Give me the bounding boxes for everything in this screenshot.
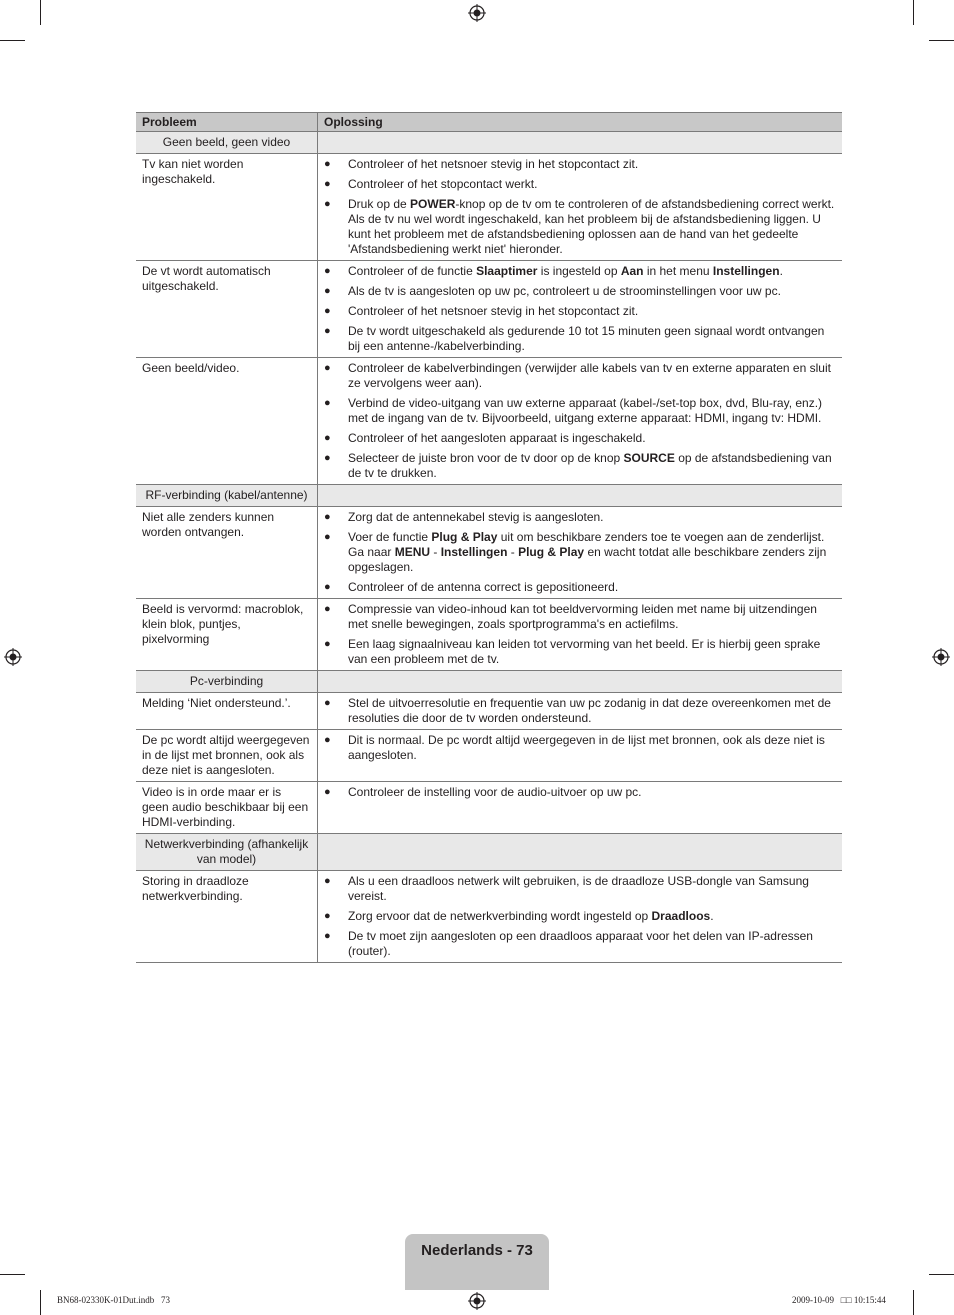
problem-text: Niet alle zenders kunnen worden ontvangen. — [142, 510, 275, 539]
section-title-text: Geen beeld, geen video — [162, 135, 291, 149]
section-filler — [318, 834, 843, 871]
bullet-icon: ● — [324, 697, 331, 709]
solution-text: Zorg dat de antennekabel stevig is aangesloten. — [348, 510, 604, 524]
solution-text: Zorg ervoor dat de netwerkverbinding wordt ingesteld op — [348, 909, 652, 923]
solution-keyword: Plug & Play — [518, 545, 585, 559]
crop-mark — [0, 1274, 25, 1275]
solution-item — [318, 284, 836, 299]
problem-cell — [136, 599, 318, 671]
bullet-icon: ● — [324, 531, 331, 543]
section-title-text: RF-verbinding (kabel/antenne) — [145, 488, 308, 502]
problem-cell — [136, 261, 318, 358]
solution-cell — [318, 693, 843, 730]
solution-text: en wacht totdat alle beschikbare zenders zijn opgeslagen. — [348, 545, 827, 574]
solution-item — [318, 530, 836, 575]
bullet-icon: ● — [324, 325, 331, 337]
solution-cell — [318, 782, 843, 834]
problem-cell — [136, 154, 318, 261]
solution-text: uit om beschikbare zenders toe te voegen aan de zenderlijst. Ga naar — [348, 530, 825, 559]
solution-text: Verbind de video-uitgang van uw externe apparaat (kabel-/set-top box, dvd, Blu-ray, enz.) met de ingang van de tv. Bijvoorbeeld, uitgang externe apparaat: HDMI, ingang tv: HDMI. — [348, 396, 823, 425]
section-row — [136, 132, 842, 154]
solution-keyword: Instellingen — [440, 545, 508, 559]
solution-item — [318, 361, 836, 391]
solution-item — [318, 929, 836, 959]
solution-text: Druk op de — [348, 197, 411, 211]
solution-list — [318, 730, 842, 766]
crop-mark — [929, 40, 954, 41]
crop-mark — [913, 0, 914, 25]
solution-item — [318, 431, 836, 446]
solution-text: Als de tv is aangesloten op uw pc, controleert u de stroominstellingen voor uw pc. — [348, 284, 781, 298]
solution-cell — [318, 599, 843, 671]
problem-text: Video is in orde maar er is geen audio beschikbaar bij een HDMI-verbinding. — [142, 785, 309, 829]
solution-keyword: Aan — [620, 264, 644, 278]
header-problem: Probleem — [136, 113, 318, 132]
solution-list — [318, 507, 842, 598]
bullet-icon: ● — [324, 432, 331, 444]
section-title — [136, 485, 318, 507]
bullet-icon: ● — [324, 786, 331, 798]
solution-text: Als u een draadloos netwerk wilt gebruiken, is de draadloze USB-dongle van Samsung vereist. — [348, 874, 809, 903]
solution-cell — [318, 154, 843, 261]
solution-item — [318, 177, 836, 192]
problem-text: Melding ‘Niet ondersteund.’. — [142, 696, 291, 710]
bullet-icon: ● — [324, 265, 331, 277]
bullet-icon: ● — [324, 511, 331, 523]
table-header-row — [136, 113, 842, 132]
section-filler — [318, 671, 843, 693]
solution-text: Selecteer de juiste bron voor de tv door op de knop — [348, 451, 624, 465]
solution-list — [318, 782, 842, 803]
registration-mark-icon — [4, 648, 22, 666]
page-label: Nederlands - 73 — [421, 1242, 533, 1259]
bullet-icon: ● — [324, 910, 331, 922]
solution-text: op de afstandsbediening van de tv te drukken. — [348, 451, 832, 480]
solution-keyword: Instellingen — [712, 264, 780, 278]
solution-text: Voer de functie — [348, 530, 432, 544]
solution-cell — [318, 507, 843, 599]
solution-item — [318, 324, 836, 354]
bullet-icon: ● — [324, 603, 331, 615]
section-filler — [318, 132, 843, 154]
problem-text: Storing in draadloze netwerkverbinding. — [142, 874, 249, 903]
page-number-tab — [405, 1234, 549, 1290]
solution-item — [318, 157, 836, 172]
bullet-icon: ● — [324, 875, 331, 887]
problem-cell — [136, 693, 318, 730]
bullet-icon: ● — [324, 362, 331, 374]
solution-item — [318, 874, 836, 904]
slug-left: BN68-02330K-01Dut.indb 73 — [57, 1295, 170, 1305]
solution-text: Een laag signaalniveau kan leiden tot vervorming van het beeld. Er is hierbij geen sprake van een probleem met de tv. — [348, 637, 821, 666]
problem-text: De pc wordt altijd weergegeven in de lijst met bronnen, ook als deze niet is aangesloten. — [142, 733, 310, 777]
bullet-icon: ● — [324, 638, 331, 650]
solution-text: Stel de uitvoerresolutie en frequentie van uw pc zodanig in dat deze overeenkomen met de resoluties die door de tv worden ondersteund. — [348, 696, 831, 725]
solution-keyword: Draadloos — [651, 909, 711, 923]
bullet-icon: ● — [324, 452, 331, 464]
problem-cell — [136, 730, 318, 782]
crop-mark — [0, 40, 25, 41]
section-title-text: Pc-verbinding — [189, 674, 264, 688]
crop-mark — [913, 1290, 914, 1315]
solution-item — [318, 396, 836, 426]
solution-keyword: Plug & Play — [431, 530, 498, 544]
solution-cell — [318, 730, 843, 782]
solution-list — [318, 261, 842, 357]
solution-text: Controleer of het netsnoer stevig in het stopcontact zit. — [348, 304, 639, 318]
table-row — [136, 261, 842, 358]
crop-mark — [929, 1274, 954, 1275]
problem-cell — [136, 507, 318, 599]
solution-item — [318, 696, 836, 726]
solution-keyword: MENU — [394, 545, 431, 559]
solution-text: - — [430, 545, 441, 559]
solution-text: Controleer of het netsnoer stevig in het stopcontact zit. — [348, 157, 639, 171]
section-row — [136, 671, 842, 693]
problem-cell — [136, 871, 318, 963]
solution-text: De tv moet zijn aangesloten op een draadloos apparaat voor het delen van IP-adressen (router). — [348, 929, 813, 958]
bullet-icon: ● — [324, 397, 331, 409]
table-row — [136, 871, 842, 963]
solution-text: . — [710, 909, 714, 923]
bullet-icon: ● — [324, 158, 331, 170]
section-title-text: Netwerkverbinding (afhankelijk van model) — [144, 837, 309, 866]
solution-text: Controleer of de functie — [348, 264, 477, 278]
solution-list — [318, 154, 842, 260]
problem-cell — [136, 358, 318, 485]
section-title — [136, 834, 318, 871]
problem-text: Beeld is vervormd: macroblok, klein blok, puntjes, pixelvorming — [142, 602, 304, 646]
solution-item — [318, 197, 836, 257]
bullet-icon: ● — [324, 305, 331, 317]
section-filler — [318, 485, 843, 507]
table-row — [136, 693, 842, 730]
solution-keyword: SOURCE — [623, 451, 675, 465]
crop-mark — [40, 1290, 41, 1315]
solution-text: De tv wordt uitgeschakeld als gedurende 10 tot 15 minuten geen signaal wordt ontvangen bij een antenne-/kabelverbinding. — [348, 324, 825, 353]
troubleshooting-table — [136, 112, 842, 963]
solution-text: Controleer de kabelverbindingen (verwijder alle kabels van tv en externe apparaten en sluit ze vervolgens weer aan). — [348, 361, 831, 390]
solution-text: is ingesteld op — [537, 264, 621, 278]
solution-list — [318, 599, 842, 670]
bullet-icon: ● — [324, 581, 331, 593]
solution-text: Controleer of het aangesloten apparaat is ingeschakeld. — [348, 431, 646, 445]
solution-list — [318, 358, 842, 484]
problem-text: Geen beeld/video. — [142, 361, 240, 375]
header-solution: Oplossing — [318, 113, 843, 132]
solution-text: -knop op de tv om te controleren of de afstandsbediening correct werkt. Als de tv nu wel wordt ingeschakeld, kan het probleem bij de afstandsbediening liggen. U kunt het probleem met de afstandsbediening oplossen aan de hand van het gedeelte 'Afstandsbediening werkt niet' hieronder. — [348, 197, 835, 256]
table-row — [136, 782, 842, 834]
solution-keyword: POWER — [410, 197, 456, 211]
solution-list — [318, 871, 842, 962]
solution-item — [318, 304, 836, 319]
solution-cell — [318, 261, 843, 358]
solution-text: Controleer of de antenna correct is gepositioneerd. — [348, 580, 619, 594]
section-row — [136, 834, 842, 871]
solution-cell — [318, 871, 843, 963]
solution-text: . — [779, 264, 783, 278]
crop-mark — [40, 0, 41, 25]
table-row — [136, 358, 842, 485]
problem-cell — [136, 782, 318, 834]
bullet-icon: ● — [324, 198, 331, 210]
solution-item — [318, 451, 836, 481]
bullet-icon: ● — [324, 930, 331, 942]
table-row — [136, 599, 842, 671]
solution-keyword: Slaaptimer — [476, 264, 538, 278]
solution-text: Controleer of het stopcontact werkt. — [348, 177, 538, 191]
solution-item — [318, 580, 836, 595]
solution-item — [318, 909, 836, 924]
bullet-icon: ● — [324, 178, 331, 190]
slug-right: 2009-10-09 □□ 10:15:44 — [792, 1295, 886, 1305]
table-row — [136, 730, 842, 782]
solution-text: Dit is normaal. De pc wordt altijd weergegeven in de lijst met bronnen, ook als deze niet is aangesloten. — [348, 733, 825, 762]
solution-item — [318, 510, 836, 525]
solution-text: - — [507, 545, 519, 559]
bullet-icon: ● — [324, 734, 331, 746]
section-title — [136, 671, 318, 693]
solution-item — [318, 264, 836, 279]
solution-item — [318, 602, 836, 632]
solution-list — [318, 693, 842, 729]
solution-item — [318, 733, 836, 763]
table-row — [136, 154, 842, 261]
solution-cell — [318, 358, 843, 485]
solution-text: Controleer de instelling voor de audio-uitvoer op uw pc. — [348, 785, 642, 799]
problem-text: De vt wordt automatisch uitgeschakeld. — [142, 264, 271, 293]
bullet-icon: ● — [324, 285, 331, 297]
solution-text: in het menu — [643, 264, 713, 278]
problem-text: Tv kan niet worden ingeschakeld. — [142, 157, 244, 186]
registration-mark-icon — [468, 1292, 486, 1310]
solution-item — [318, 637, 836, 667]
registration-mark-icon — [932, 648, 950, 666]
section-row — [136, 485, 842, 507]
section-title — [136, 132, 318, 154]
solution-item — [318, 785, 836, 800]
solution-text: Compressie van video-inhoud kan tot beeldvervorming leiden met name bij uitzendingen met snelle bewegingen, zoals sportprogramma's en actiefilms. — [348, 602, 817, 631]
table-row — [136, 507, 842, 599]
registration-mark-icon — [468, 4, 486, 22]
